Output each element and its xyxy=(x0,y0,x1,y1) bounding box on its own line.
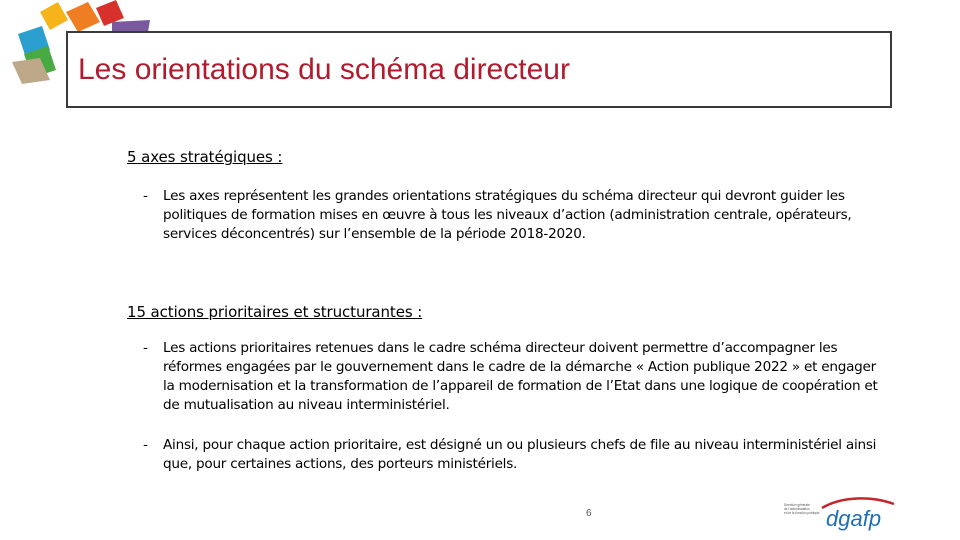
page-number: 6 xyxy=(586,508,592,519)
bullet-actions-2 xyxy=(143,436,883,474)
bullet-dash: - xyxy=(143,437,148,453)
dgafp-logo xyxy=(782,494,912,532)
deco-square-orange xyxy=(66,2,100,32)
deco-square-yellow xyxy=(40,2,68,30)
section-heading-actions: 15 actions prioritaires et structurantes : xyxy=(127,303,423,321)
bullet-actions-1 xyxy=(143,339,883,415)
bullet-text: Ainsi, pour chaque action prioritaire, est désigné un ou plusieurs chefs de file au niveau interministériel ainsi que, pour certaines actions, des porteurs ministériels. xyxy=(163,437,877,472)
bullet-dash: - xyxy=(143,340,148,356)
bullet-text: Les actions prioritaires retenues dans le cadre schéma directeur doivent permettre d’accompagner les réformes engagées par le gouvernement dans le cadre de la démarche « Action publique 2022 » et engager la modernisation et la transformation de l’appareil de formation de l’Etat dans une logique de coopération et de mutualisation au niveau interministériel. xyxy=(163,340,878,413)
bullet-dash: - xyxy=(143,188,148,204)
bullet-text: Les axes représentent les grandes orientations stratégiques du schéma directeur qui devront guider les politiques de formation mises en œuvre à tous les niveaux d’action (administration centrale, opérateurs, services déconcentrés) sur l’ensemble de la période 2018-2020. xyxy=(163,188,852,242)
dgafp-logo-wordmark: dgafp xyxy=(826,506,882,531)
title-box xyxy=(66,31,892,108)
bullet-axes xyxy=(143,187,883,244)
slide-title: Les orientations du schéma directeur xyxy=(78,53,570,86)
section-heading-axes: 5 axes stratégiques : xyxy=(127,148,283,166)
dgafp-logo-caption: Direction générale de l’administration et de la fonction publique xyxy=(784,503,820,515)
